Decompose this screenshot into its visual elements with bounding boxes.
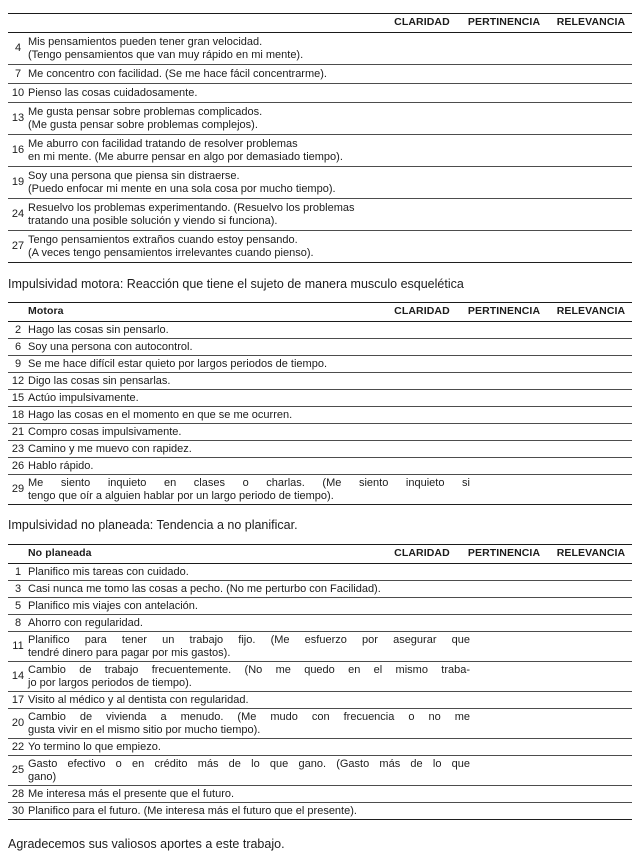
table-row <box>8 581 632 598</box>
item-number: 22 <box>11 740 25 753</box>
table-row <box>8 786 632 803</box>
item-text <box>28 106 632 132</box>
item-number: 8 <box>14 616 22 629</box>
item-number: 14 <box>11 670 25 682</box>
item-text-line: Yo termino lo que empiezo. <box>28 740 161 753</box>
item-text-line: tendré dinero para pagar por mis gastos). <box>28 646 231 659</box>
table-row <box>8 441 632 458</box>
item-text <box>28 634 632 660</box>
item-text-line: Planifico mis viajes con antelación. <box>28 599 198 612</box>
item-number: 19 <box>11 176 25 188</box>
item-text <box>28 87 632 100</box>
item-text <box>28 758 632 784</box>
table-row <box>8 356 632 373</box>
item-text <box>28 443 632 456</box>
table-row <box>8 424 632 441</box>
item-text-line: Hago las cosas en el momento en que se me ocurren. <box>28 408 293 421</box>
table-row <box>8 739 632 756</box>
item-text <box>28 358 632 371</box>
table-row <box>8 339 632 356</box>
section-title-motora: Impulsividad motora: Reacción que tiene el sujeto de manera musculo esquelética <box>8 277 464 291</box>
item-number: 11 <box>12 640 24 652</box>
table-row <box>8 390 632 407</box>
item-text <box>28 341 632 354</box>
item-text-line: Hablo rápido. <box>28 459 94 472</box>
table-body <box>8 564 632 819</box>
item-text <box>28 805 632 818</box>
item-text <box>28 426 632 439</box>
item-text-line: Planifico para tener un trabajo fijo. (Me esfuerzo por asegurar que <box>28 633 470 646</box>
table-row <box>8 458 632 475</box>
item-text <box>28 664 632 690</box>
table-row <box>8 373 632 390</box>
item-text-line: Me interesa más el presente que el futuro. <box>28 787 235 800</box>
item-text <box>28 392 632 405</box>
column-header-pertinencia: PERTINENCIA <box>467 16 541 28</box>
item-text-line: (Tengo pensamientos que van muy rápido en mi mente). <box>28 48 304 61</box>
column-header-relevancia: RELEVANCIA <box>556 16 626 28</box>
item-number: 23 <box>11 442 25 455</box>
item-text-line: Compro cosas impulsivamente. <box>28 425 182 438</box>
item-number: 18 <box>11 408 25 421</box>
item-text-line: tengo que oír a alguien hablar por un largo periodo de tiempo). <box>28 489 334 502</box>
item-text-line: Planifico para el futuro. (Me interesa más el futuro que el presente). <box>28 804 357 817</box>
table-header-row <box>8 545 632 564</box>
item-number: 30 <box>11 804 25 817</box>
item-text <box>28 711 632 737</box>
item-number: 5 <box>14 599 22 612</box>
table-row <box>8 803 632 819</box>
table-row <box>8 167 632 199</box>
item-text-line: Se me hace difícil estar quieto por largos periodos de tiempo. <box>28 357 327 370</box>
table-row <box>8 103 632 135</box>
item-text-line: Cambio de trabajo frecuentemente. (No me quedo en el mismo traba- <box>28 663 470 676</box>
table-label: Motora <box>28 305 64 317</box>
table-row <box>8 135 632 167</box>
item-number: 7 <box>14 67 22 80</box>
item-text-line: jo por largos periodos de tiempo). <box>28 676 192 689</box>
item-number: 4 <box>14 42 22 54</box>
item-text-line: Actúo impulsivamente. <box>28 391 139 404</box>
item-text-line: Me siento inquieto en clases o charlas. (Me siento inquieto si <box>28 476 470 489</box>
table-row <box>8 756 632 786</box>
table-cognitiva <box>8 13 632 263</box>
item-number: 21 <box>11 425 25 438</box>
item-text <box>28 170 632 196</box>
item-text-line: Casi nunca me tomo las cosas a pecho. (No me perturbo con Facilidad). <box>28 582 381 595</box>
item-number: 1 <box>14 565 22 578</box>
item-number: 6 <box>14 340 22 353</box>
item-number: 17 <box>11 693 25 706</box>
item-text <box>28 460 632 473</box>
item-text-line: Me aburro con facilidad tratando de resolver problemas <box>28 137 298 150</box>
item-text-line: Mis pensamientos pueden tener gran velocidad. <box>28 35 263 48</box>
section-title-no-planeada: Impulsividad no planeada: Tendencia a no planificar. <box>8 518 298 532</box>
table-row <box>8 322 632 339</box>
table-row <box>8 84 632 103</box>
item-text-line: Gasto efectivo o en crédito más de lo que gano. (Gasto más de lo que <box>28 757 470 770</box>
item-number: 16 <box>11 144 25 156</box>
item-number: 20 <box>11 717 25 729</box>
item-text <box>28 583 632 596</box>
item-text-line: Soy una persona con autocontrol. <box>28 340 193 353</box>
item-text-line: Planifico mis tareas con cuidado. <box>28 565 189 578</box>
item-text-line: gano) <box>28 770 57 783</box>
table-row <box>8 615 632 632</box>
table-header-row <box>8 303 632 322</box>
item-text <box>28 36 632 62</box>
table-body <box>8 33 632 262</box>
item-text <box>28 741 632 754</box>
column-header-claridad: CLARIDAD <box>394 547 450 559</box>
item-text-line: tratando una posible solución y viendo si funciona). <box>28 214 278 227</box>
table-no-planeada <box>8 544 632 820</box>
item-text <box>28 138 632 164</box>
table-row <box>8 407 632 424</box>
item-text <box>28 617 632 630</box>
item-text-line: (Me gusta pensar sobre problemas complejos). <box>28 118 258 131</box>
table-row <box>8 598 632 615</box>
item-number: 27 <box>11 240 25 252</box>
item-number: 2 <box>14 323 22 336</box>
item-number: 13 <box>11 112 25 124</box>
table-label: No planeada <box>28 547 92 559</box>
item-text-line: Digo las cosas sin pensarlas. <box>28 374 171 387</box>
item-text-line: Me gusta pensar sobre problemas complicados. <box>28 105 263 118</box>
table-header-row <box>8 14 632 33</box>
table-motora <box>8 302 632 505</box>
item-text-line: Soy una persona que piensa sin distraerse. <box>28 169 240 182</box>
column-header-claridad: CLARIDAD <box>394 305 450 317</box>
item-text-line: Ahorro con regularidad. <box>28 616 143 629</box>
item-text-line: Camino y me muevo con rapidez. <box>28 442 192 455</box>
item-text-line: Pienso las cosas cuidadosamente. <box>28 86 198 99</box>
item-text <box>28 694 632 707</box>
item-number: 12 <box>11 374 25 387</box>
item-text <box>28 600 632 613</box>
item-number: 25 <box>11 764 25 776</box>
footer-note: Agradecemos sus valiosos aportes a este trabajo. <box>8 837 285 851</box>
table-row <box>8 564 632 581</box>
item-text-line: gusta vivir en el mismo sitio por mucho tiempo). <box>28 723 261 736</box>
item-number: 28 <box>11 787 25 800</box>
item-text-line: Hago las cosas sin pensarlo. <box>28 323 169 336</box>
item-number: 26 <box>11 459 25 472</box>
table-row <box>8 632 632 662</box>
item-number: 10 <box>11 86 25 99</box>
item-number: 29 <box>11 483 25 495</box>
table-row <box>8 709 632 739</box>
item-number: 15 <box>11 391 25 404</box>
table-row <box>8 65 632 84</box>
item-number: 9 <box>14 357 22 370</box>
table-row <box>8 231 632 262</box>
item-number: 24 <box>11 208 25 220</box>
item-text <box>28 68 632 81</box>
table-row <box>8 33 632 65</box>
item-text-line: Visito al médico y al dentista con regularidad. <box>28 693 249 706</box>
table-row <box>8 662 632 692</box>
item-text <box>28 202 632 228</box>
item-text-line: (Puedo enfocar mi mente en una sola cosa por mucho tiempo). <box>28 182 336 195</box>
column-header-pertinencia: PERTINENCIA <box>467 305 541 317</box>
item-text <box>28 788 632 801</box>
table-row <box>8 199 632 231</box>
item-text-line: Cambio de vivienda a menudo. (Me mudo con frecuencia o no me <box>28 710 470 723</box>
item-text <box>28 375 632 388</box>
column-header-relevancia: RELEVANCIA <box>556 547 626 559</box>
item-text <box>28 234 632 260</box>
table-row <box>8 475 632 504</box>
item-text-line: en mi mente. (Me aburre pensar en algo por demasiado tiempo). <box>28 150 343 163</box>
item-text <box>28 324 632 337</box>
item-text-line: Me concentro con facilidad. (Se me hace fácil concentrarme). <box>28 67 327 80</box>
table-row <box>8 692 632 709</box>
item-text <box>28 409 632 422</box>
column-header-claridad: CLARIDAD <box>394 16 450 28</box>
item-text-line: Resuelvo los problemas experimentando. (Resuelvo los problemas <box>28 201 355 214</box>
item-text <box>28 566 632 579</box>
item-text <box>28 477 632 503</box>
column-header-relevancia: RELEVANCIA <box>556 305 626 317</box>
table-body <box>8 322 632 504</box>
item-number: 3 <box>14 582 22 595</box>
item-text-line: Tengo pensamientos extraños cuando estoy pensando. <box>28 233 298 246</box>
item-text-line: (A veces tengo pensamientos irrelevantes cuando pienso). <box>28 246 314 259</box>
column-header-pertinencia: PERTINENCIA <box>467 547 541 559</box>
